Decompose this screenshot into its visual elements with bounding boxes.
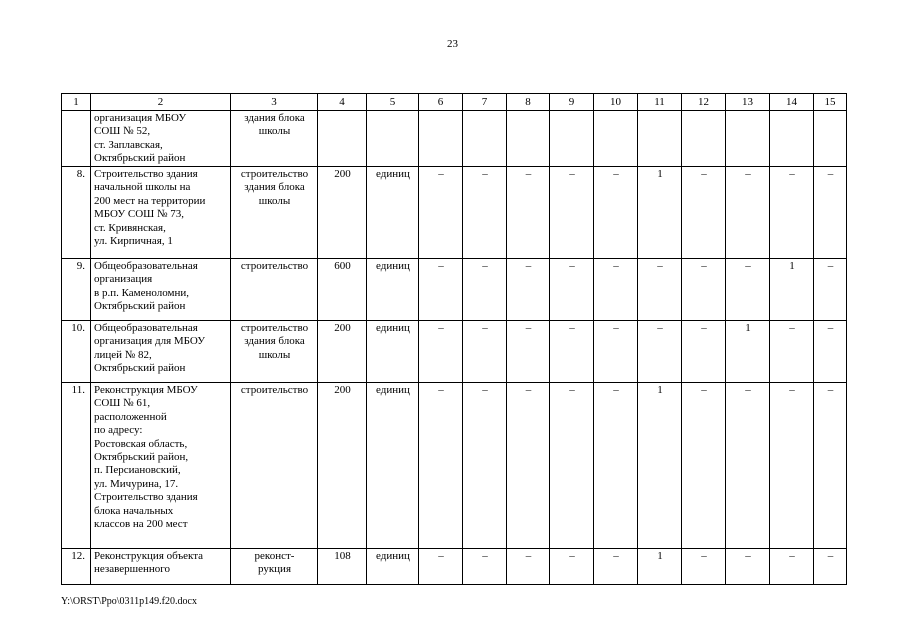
year-value-cell: – (726, 383, 770, 549)
year-value-cell: – (682, 549, 726, 585)
table-row (62, 111, 847, 167)
cell-line: Октябрьский район (94, 152, 186, 165)
capacity-cell: 108 (318, 549, 367, 585)
year-value-cell: – (463, 259, 507, 321)
year-value-cell: – (814, 259, 847, 321)
cell-line: школы (258, 194, 291, 207)
year-value-cell: – (638, 321, 682, 383)
cell-line: п. Персиановский, (94, 464, 181, 477)
cell-line: строительство (240, 260, 309, 272)
cell-line: СОШ № 52, (94, 125, 151, 138)
unit-cell (367, 111, 419, 167)
cell-line: ст. Кривянская, (94, 221, 166, 234)
year-value-cell: 1 (638, 167, 682, 259)
row-number-cell (62, 111, 91, 167)
year-value-cell: 1 (726, 321, 770, 383)
year-value-cell: – (550, 321, 594, 383)
header-cell: 8 (507, 94, 550, 111)
cell-line: строительство (240, 168, 309, 180)
year-value-cell (638, 111, 682, 167)
year-value-cell (550, 111, 594, 167)
cell-line: по адресу: (94, 424, 143, 437)
object-name-cell (91, 383, 231, 549)
year-value-cell (726, 111, 770, 167)
year-value-cell: – (419, 383, 463, 549)
year-value-cell: – (594, 259, 638, 321)
header-cell: 1 (62, 94, 91, 111)
cell-line: школы (258, 125, 291, 138)
row-number-cell: 9. (62, 259, 91, 321)
object-name-cell (91, 549, 231, 585)
work-type-cell (231, 383, 318, 549)
year-value-cell: – (814, 383, 847, 549)
object-name-cell (91, 259, 231, 321)
unit-cell: единиц (367, 383, 419, 549)
capacity-cell: 600 (318, 259, 367, 321)
year-value-cell: 1 (638, 549, 682, 585)
year-value-cell: – (419, 167, 463, 259)
year-value-cell: – (726, 259, 770, 321)
year-value-cell: – (507, 167, 550, 259)
header-cell: 5 (367, 94, 419, 111)
work-type-cell (231, 167, 318, 259)
cell-line: рукция (257, 563, 292, 576)
year-value-cell: – (726, 549, 770, 585)
object-name-cell (91, 111, 231, 167)
unit-cell: единиц (367, 549, 419, 585)
header-cell: 14 (770, 94, 814, 111)
cell-line: лицей № 82, (94, 348, 152, 361)
row-number-cell: 11. (62, 383, 91, 549)
table-row (62, 383, 847, 549)
cell-line: школы (258, 348, 291, 361)
work-type-cell (231, 259, 318, 321)
year-value-cell: – (770, 321, 814, 383)
cell-line: блока начальных (94, 504, 174, 517)
year-value-cell: – (726, 167, 770, 259)
cell-line: СОШ № 61, (94, 397, 151, 410)
schedule-table (61, 93, 847, 585)
cell-line: начальной школы на (94, 181, 191, 194)
year-value-cell (419, 111, 463, 167)
capacity-cell: 200 (318, 167, 367, 259)
cell-line: МБОУ СОШ № 73, (94, 208, 185, 221)
year-value-cell: – (594, 321, 638, 383)
cell-line: Ростовская область, (94, 437, 188, 450)
header-cell: 6 (419, 94, 463, 111)
year-value-cell: – (814, 167, 847, 259)
cell-line: реконст- (254, 550, 295, 562)
year-value-cell (814, 111, 847, 167)
year-value-cell: – (419, 321, 463, 383)
year-value-cell: – (682, 259, 726, 321)
year-value-cell: – (814, 321, 847, 383)
year-value-cell: – (550, 383, 594, 549)
year-value-cell: 1 (638, 383, 682, 549)
cell-line: ул. Кирпичная, 1 (94, 235, 173, 248)
table-row (62, 549, 847, 585)
year-value-cell: – (682, 321, 726, 383)
year-value-cell: – (638, 259, 682, 321)
header-cell: 15 (814, 94, 847, 111)
capacity-cell: 200 (318, 321, 367, 383)
year-value-cell (463, 111, 507, 167)
year-value-cell (770, 111, 814, 167)
cell-line: Общеобразовательная (94, 260, 198, 272)
header-cell: 7 (463, 94, 507, 111)
cell-line: здания блока (244, 181, 305, 194)
row-number-cell: 8. (62, 167, 91, 259)
year-value-cell (594, 111, 638, 167)
header-cell: 4 (318, 94, 367, 111)
unit-cell: единиц (367, 167, 419, 259)
cell-line: Октябрьский район, (94, 451, 189, 464)
work-type-cell (231, 111, 318, 167)
row-number-cell: 12. (62, 549, 91, 585)
table-row (62, 167, 847, 259)
year-value-cell: – (507, 321, 550, 383)
cell-line: Общеобразовательная (94, 322, 198, 334)
cell-line: Октябрьский район (94, 300, 186, 313)
cell-line: 200 мест на территории (94, 194, 206, 207)
year-value-cell: – (770, 549, 814, 585)
work-type-cell (231, 549, 318, 585)
year-value-cell (682, 111, 726, 167)
cell-line: Строительство здания (94, 168, 198, 180)
cell-line: здания блока (244, 335, 305, 348)
cell-line: классов на 200 мест (94, 518, 188, 531)
file-path-footer: Y:\ORST\Ppo\0311p149.f20.docx (61, 596, 197, 607)
header-cell: 2 (91, 94, 231, 111)
cell-line: Реконструкция объекта (94, 550, 204, 562)
year-value-cell: – (463, 321, 507, 383)
cell-line: ст. Заплавская, (94, 138, 163, 151)
year-value-cell (507, 111, 550, 167)
year-value-cell: – (550, 549, 594, 585)
year-value-cell: – (550, 259, 594, 321)
cell-line: незавершенного (94, 563, 171, 576)
header-cell: 12 (682, 94, 726, 111)
year-value-cell: – (463, 549, 507, 585)
cell-line: Октябрьский район (94, 362, 186, 375)
unit-cell: единиц (367, 259, 419, 321)
cell-line: Реконструкция МБОУ (94, 384, 198, 396)
row-number-cell: 10. (62, 321, 91, 383)
cell-line: организация МБОУ (94, 112, 187, 124)
header-cell: 10 (594, 94, 638, 111)
year-value-cell: – (682, 383, 726, 549)
year-value-cell: – (463, 167, 507, 259)
cell-line: строительство (240, 322, 309, 334)
cell-line: строительство (240, 384, 309, 396)
cell-line: расположенной (94, 410, 167, 423)
cell-line: Строительство здания (94, 491, 198, 504)
cell-line: организация для МБОУ (94, 335, 206, 348)
year-value-cell: – (550, 167, 594, 259)
header-cell: 11 (638, 94, 682, 111)
header-cell: 13 (726, 94, 770, 111)
header-cell: 3 (231, 94, 318, 111)
year-value-cell: – (419, 549, 463, 585)
year-value-cell: – (594, 549, 638, 585)
cell-line: ул. Мичурина, 17. (94, 477, 179, 490)
year-value-cell: – (682, 167, 726, 259)
year-value-cell: – (507, 259, 550, 321)
year-value-cell: – (594, 167, 638, 259)
table-row (62, 259, 847, 321)
cell-line: здания блока (244, 112, 305, 124)
cell-line: в р.п. Каменоломни, (94, 286, 190, 299)
object-name-cell (91, 321, 231, 383)
year-value-cell: 1 (770, 259, 814, 321)
year-value-cell: – (770, 167, 814, 259)
year-value-cell: – (814, 549, 847, 585)
year-value-cell: – (507, 383, 550, 549)
capacity-cell: 200 (318, 383, 367, 549)
cell-line: организация (94, 273, 153, 286)
year-value-cell: – (594, 383, 638, 549)
year-value-cell: – (463, 383, 507, 549)
work-type-cell (231, 321, 318, 383)
year-value-cell: – (507, 549, 550, 585)
table-header-row (62, 94, 847, 111)
page-number: 23 (447, 38, 458, 50)
year-value-cell: – (419, 259, 463, 321)
header-cell: 9 (550, 94, 594, 111)
object-name-cell (91, 167, 231, 259)
unit-cell: единиц (367, 321, 419, 383)
year-value-cell: – (770, 383, 814, 549)
capacity-cell (318, 111, 367, 167)
table-row (62, 321, 847, 383)
